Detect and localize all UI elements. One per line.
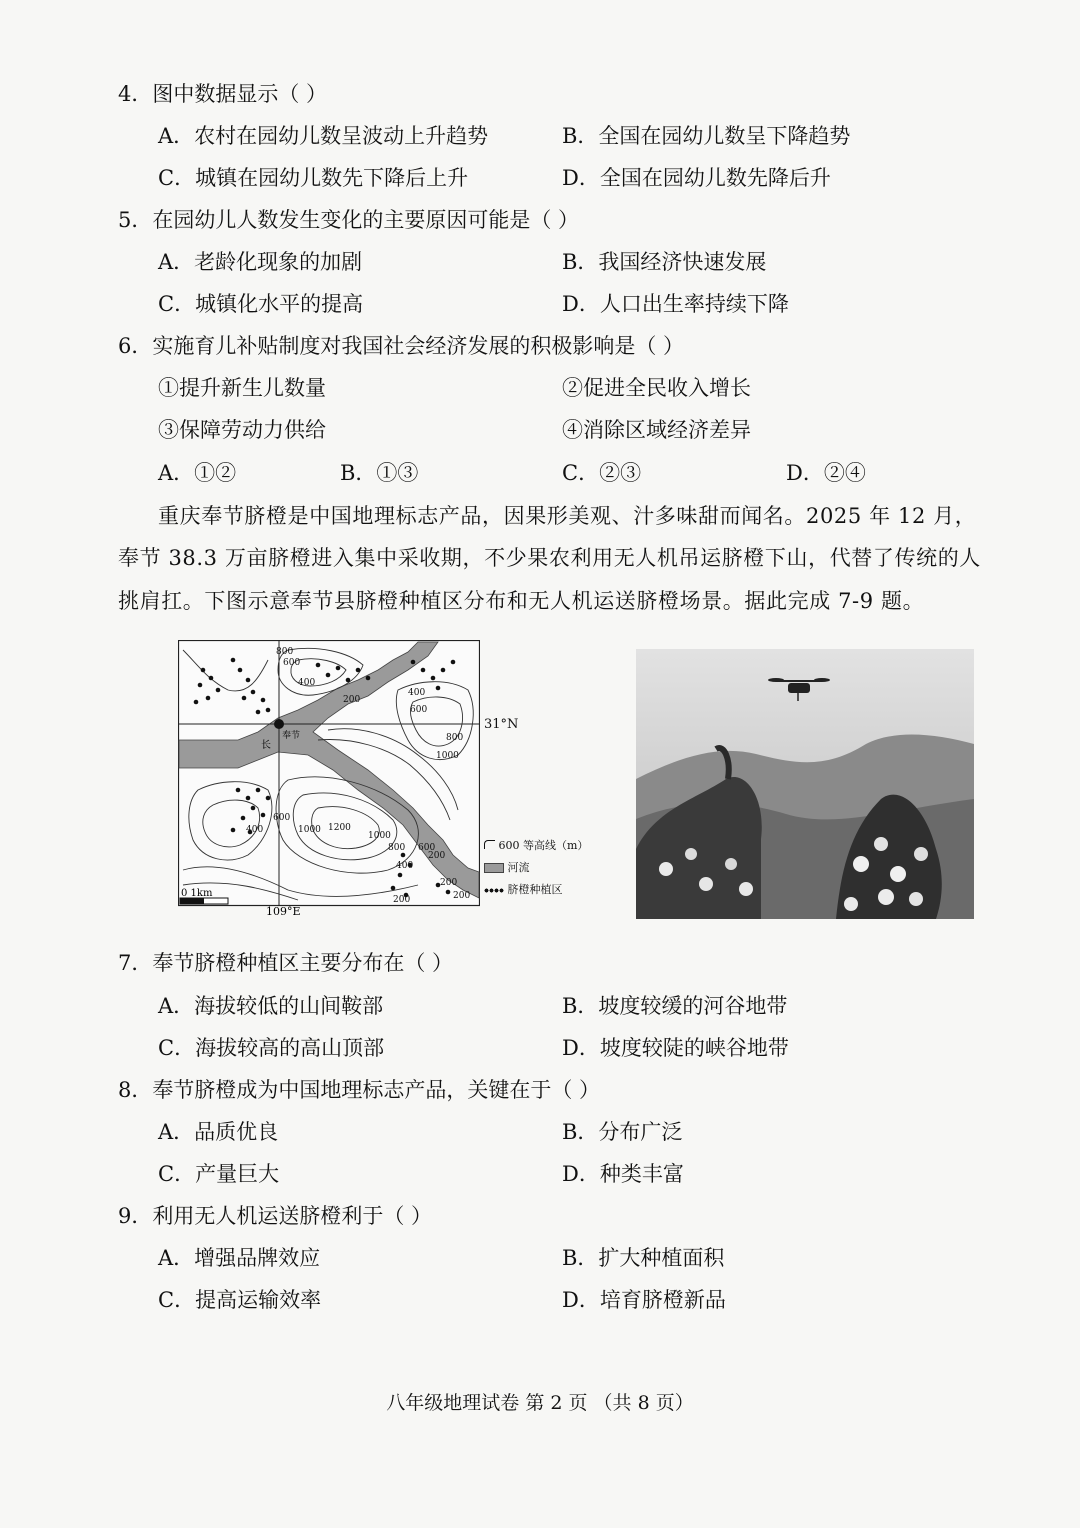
q6-option-c: C．②③ (562, 461, 642, 485)
question-9-stem: 9．利用无人机运送脐橙利于（ ） (118, 1204, 433, 1228)
question-8-stem: 8．奉节脐橙成为中国地理标志产品，关键在于（ ） (118, 1078, 601, 1102)
map-legend (484, 840, 588, 896)
longitude-label: 109°E (266, 905, 301, 916)
q9-option-b: B．扩大种植面积 (562, 1246, 725, 1270)
q4-option-b: B．全国在园幼儿数呈下降趋势 (562, 124, 851, 148)
q8-option-d: D．种类丰富 (562, 1162, 684, 1186)
latitude-label: 31°N (484, 717, 519, 732)
river-legend-icon (484, 863, 504, 873)
contour-label: 1000 (298, 825, 321, 835)
river-name-char: 长 (261, 740, 271, 751)
legend-river: 河流 (484, 862, 588, 874)
contour-label: 1200 (328, 823, 351, 833)
town-label: 奉节 (282, 731, 301, 741)
q7-option-c: C．海拔较高的高山顶部 (158, 1036, 385, 1060)
q5-option-a: A．老龄化现象的加剧 (158, 250, 363, 274)
question-4-stem: 4．图中数据显示（ ） (118, 82, 328, 106)
question-7-stem: 7．奉节脐橙种植区主要分布在（ ） (118, 951, 454, 975)
q4-option-d: D．全国在园幼儿数先降后升 (562, 166, 831, 190)
orchard-legend-icon (484, 888, 504, 893)
contour-label: 400 (396, 861, 414, 871)
town-marker (274, 719, 284, 729)
page-footer: 八年级地理试卷 第 2 页 （共 8 页） (386, 1392, 694, 1414)
contour-label: 800 (446, 733, 464, 743)
question-5-stem: 5．在园幼儿人数发生变化的主要原因可能是（ ） (118, 208, 580, 232)
contour-label: 400 (298, 678, 316, 688)
passage-line-3: 挑肩扛。下图示意奉节县脐橙种植区分布和无人机运送脐橙场景。据此完成 7-9 题。 (118, 589, 925, 613)
q7-option-b: B．坡度较缓的河谷地带 (562, 994, 788, 1018)
q4-option-a: A．农村在园幼儿数呈波动上升趋势 (158, 124, 489, 148)
contour-label: 400 (408, 688, 426, 698)
contour-label: 200 (428, 851, 446, 861)
q9-option-c: C．提高运输效率 (158, 1288, 322, 1312)
contour-label: 600 (418, 843, 436, 853)
contour-label: 200 (440, 878, 458, 888)
q6-statement-2: ②促进全民收入增长 (562, 376, 751, 400)
q7-option-d: D．坡度较陡的峡谷地带 (562, 1036, 789, 1060)
q6-statement-1: ①提升新生儿数量 (158, 376, 326, 400)
contour-label: 800 (388, 843, 406, 853)
q6-option-d: D．②④ (786, 461, 866, 485)
q6-option-b: B．①③ (340, 461, 419, 485)
q5-option-b: B．我国经济快速发展 (562, 250, 767, 274)
q8-option-b: B．分布广泛 (562, 1120, 683, 1144)
contour-label: 600 (283, 658, 301, 668)
contour-label: 800 (276, 647, 294, 657)
q9-option-a: A．增强品牌效应 (158, 1246, 321, 1270)
contour-label: 600 (273, 813, 291, 823)
contour-legend-icon (484, 840, 495, 849)
svg-text:0 1km: 0 1km (181, 888, 213, 899)
q5-option-d: D．人口出生率持续下降 (562, 292, 789, 316)
passage-line-1: 重庆奉节脐橙是中国地理标志产品，因果形美观、汁多味甜而闻名。2025 年 12 月， (158, 504, 977, 528)
q9-option-d: D．培育脐橙新品 (562, 1288, 726, 1312)
legend-orchard: 脐橙种植区 (484, 884, 588, 896)
q7-option-a: A．海拔较低的山间鞍部 (158, 994, 384, 1018)
q8-option-c: C．产量巨大 (158, 1162, 280, 1186)
q6-statement-4: ④消除区域经济差异 (562, 418, 751, 442)
contour-label: 600 (410, 705, 428, 715)
drone-orange-photo (636, 649, 974, 919)
legend-contour: 600 等高线（m） (484, 840, 588, 852)
contour-label: 200 (453, 891, 471, 901)
passage-line-2: 奉节 38.3 万亩脐橙进入集中采收期，不少果农利用无人机吊运脐橙下山，代替了传统的人 (118, 546, 981, 570)
topographic-map (178, 640, 480, 916)
q4-option-c: C．城镇在园幼儿数先下降后上升 (158, 166, 469, 190)
contour-label: 1000 (436, 751, 459, 761)
contour-label: 200 (343, 695, 361, 705)
q5-option-c: C．城镇化水平的提高 (158, 292, 364, 316)
question-6-stem: 6．实施育儿补贴制度对我国社会经济发展的积极影响是（ ） (118, 334, 685, 358)
q6-statement-3: ③保障劳动力供给 (158, 418, 326, 442)
contour-label: 1000 (368, 831, 391, 841)
contour-label: 200 (393, 895, 411, 905)
q6-option-a: A．①② (158, 461, 237, 485)
q8-option-a: A．品质优良 (158, 1120, 279, 1144)
contour-label: 400 (246, 825, 264, 835)
